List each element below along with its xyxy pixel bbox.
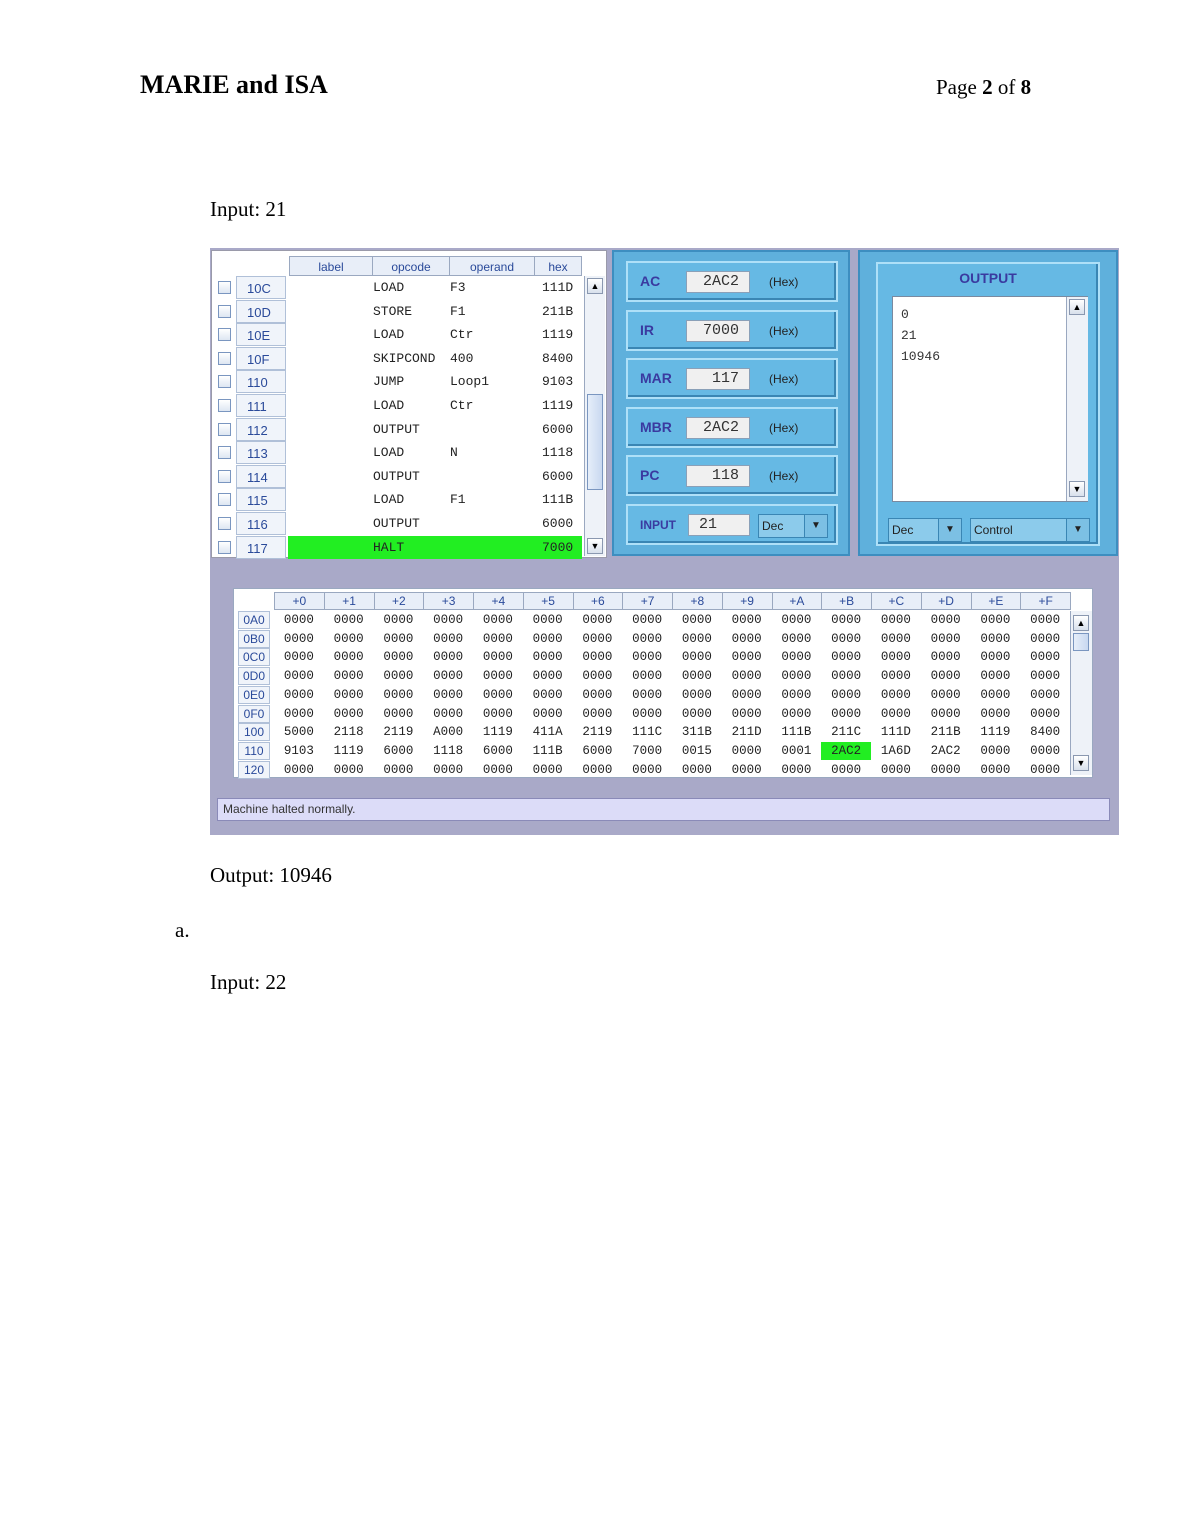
memory-cell[interactable]: 0000: [681, 706, 712, 721]
memory-cell[interactable]: 0000: [880, 613, 911, 627]
memory-col-header: +7: [622, 592, 673, 610]
program-row-opcode: LOAD: [373, 398, 405, 413]
memory-row-address: 0B0: [238, 630, 270, 648]
program-row-address: 110: [236, 370, 286, 393]
memory-col-header: +8: [672, 592, 723, 610]
program-row-operand: Ctr: [450, 398, 474, 413]
memory-cell[interactable]: 0000: [482, 631, 513, 646]
memory-cell[interactable]: 6000: [582, 743, 613, 758]
memory-cell[interactable]: 0000: [482, 669, 513, 684]
memory-cell[interactable]: 0000: [333, 631, 364, 646]
program-row-address: 117: [236, 536, 286, 559]
memory-cell[interactable]: 0000: [681, 762, 712, 777]
memory-cell[interactable]: 0000: [980, 687, 1011, 702]
register-ir: IR 7000 (Hex): [626, 310, 838, 351]
program-row-hex: 6000: [542, 516, 574, 531]
program-row[interactable]: [212, 418, 582, 442]
memory-cell[interactable]: 111B: [781, 725, 812, 740]
memory-cell[interactable]: 0000: [980, 762, 1011, 777]
memory-cell[interactable]: 0000: [333, 613, 364, 627]
memory-row-address: 110: [238, 742, 270, 760]
register-input: INPUT 21 Dec ▼: [626, 504, 838, 545]
memory-cell[interactable]: 0000: [731, 687, 762, 702]
memory-cell[interactable]: 0000: [283, 613, 314, 627]
memory-cell[interactable]: 5000: [283, 725, 314, 740]
memory-cell[interactable]: 0000: [283, 631, 314, 646]
program-row-operand: Ctr: [450, 327, 474, 343]
memory-cell[interactable]: 0000: [781, 687, 812, 702]
register-mar-value: 117: [686, 368, 750, 390]
output-line: 0: [901, 307, 909, 322]
memory-cell[interactable]: 0000: [980, 669, 1011, 684]
memory-cell[interactable]: 0000: [482, 650, 513, 665]
memory-cell[interactable]: 0000: [283, 669, 314, 684]
col-header-opcode: opcode: [372, 256, 450, 276]
document-title: MARIE and ISA: [140, 70, 328, 99]
program-row-hex: 6000: [542, 421, 574, 437]
memory-cell[interactable]: 0000: [880, 669, 911, 684]
program-row-operand: 400: [450, 350, 474, 366]
memory-cell[interactable]: 2118: [333, 725, 364, 740]
chevron-down-icon: ▼: [1066, 519, 1089, 541]
memory-cell[interactable]: 0000: [681, 631, 712, 646]
memory-cell[interactable]: 1118: [433, 743, 464, 758]
memory-cell[interactable]: 0000: [831, 687, 862, 702]
memory-cell[interactable]: 0000: [283, 687, 314, 702]
memory-cell[interactable]: 8400: [1030, 725, 1061, 740]
memory-col-header: +0: [274, 592, 325, 610]
memory-cell[interactable]: 0015: [681, 743, 712, 758]
memory-col-header: +6: [573, 592, 624, 610]
program-row-hex: 1118: [542, 445, 574, 461]
registers-panel: [612, 250, 850, 556]
memory-cell[interactable]: 0000: [482, 706, 513, 721]
memory-cell[interactable]: 0000: [1030, 706, 1061, 721]
scroll-down-icon[interactable]: ▼: [587, 538, 603, 554]
memory-cell[interactable]: 0000: [383, 613, 414, 627]
memory-cell[interactable]: 0000: [632, 631, 663, 646]
program-row-opcode: SKIPCOND: [373, 350, 436, 366]
memory-cell[interactable]: 0000: [930, 650, 961, 665]
memory-cell[interactable]: 0000: [1030, 743, 1061, 758]
breakpoint-checkbox[interactable]: [218, 375, 231, 388]
memory-cell[interactable]: 0000: [980, 631, 1011, 646]
memory-cell[interactable]: 0000: [283, 706, 314, 721]
program-row-hex: 6000: [542, 468, 574, 484]
program-row[interactable]: [212, 276, 582, 300]
memory-cell[interactable]: 0000: [1030, 762, 1061, 777]
memory-col-header: +2: [374, 592, 425, 610]
memory-cell[interactable]: A000: [433, 725, 464, 740]
memory-cell[interactable]: 0000: [731, 613, 762, 627]
output-control-select[interactable]: Control ▼: [970, 518, 1090, 542]
memory-cell[interactable]: 0000: [731, 631, 762, 646]
memory-row-address: 100: [238, 723, 270, 741]
memory-cell[interactable]: 0000: [532, 706, 563, 721]
breakpoint-checkbox[interactable]: [218, 352, 231, 365]
program-row-hex: 7000: [542, 539, 574, 555]
memory-cell[interactable]: 0000: [433, 631, 464, 646]
memory-cell[interactable]: 0000: [880, 687, 911, 702]
memory-cell[interactable]: 0000: [880, 706, 911, 721]
breakpoint-checkbox[interactable]: [218, 399, 231, 412]
memory-cell[interactable]: 0000: [532, 650, 563, 665]
memory-cell[interactable]: 0000: [781, 613, 812, 627]
status-bar: Machine halted normally.: [217, 798, 1110, 821]
program-row-address: 115: [236, 488, 286, 511]
memory-cell[interactable]: 0000: [582, 669, 613, 684]
memory-cell[interactable]: 411A: [532, 725, 563, 740]
memory-cell[interactable]: 0000: [831, 631, 862, 646]
memory-cell[interactable]: 0000: [632, 687, 663, 702]
memory-cell[interactable]: 0000: [632, 762, 663, 777]
memory-cell[interactable]: 0000: [781, 631, 812, 646]
output-text-area[interactable]: [892, 296, 1088, 502]
memory-cell[interactable]: 0000: [582, 631, 613, 646]
input-label-2: Input: 22: [210, 970, 287, 994]
memory-cell[interactable]: 0000: [433, 669, 464, 684]
memory-row-address: 0A0: [238, 611, 270, 629]
program-row-opcode: LOAD: [373, 445, 405, 461]
memory-cell[interactable]: 111D: [880, 725, 911, 740]
memory-cell[interactable]: 0000: [532, 687, 563, 702]
memory-cell[interactable]: 0000: [482, 762, 513, 777]
program-row-operand: F1: [450, 492, 466, 508]
memory-cell[interactable]: 2119: [383, 725, 414, 740]
memory-col-header: +B: [821, 592, 872, 610]
program-row-opcode: OUTPUT: [373, 516, 420, 531]
memory-col-header: +3: [423, 592, 474, 610]
memory-cell[interactable]: 0000: [632, 650, 663, 665]
output-panel: [858, 250, 1118, 556]
memory-cell[interactable]: 1119: [980, 725, 1011, 740]
program-row-address: 111: [236, 394, 286, 417]
program-row-opcode: OUTPUT: [373, 421, 420, 437]
input-field[interactable]: 21: [688, 514, 750, 536]
memory-cell[interactable]: 0000: [582, 613, 613, 627]
scroll-down-icon[interactable]: ▼: [1069, 481, 1085, 497]
memory-cell[interactable]: 0000: [283, 762, 314, 777]
memory-cell[interactable]: 6000: [482, 743, 513, 758]
program-row-hex: 111B: [542, 492, 574, 508]
scroll-thumb[interactable]: [587, 394, 603, 490]
output-scrollbar[interactable]: [1066, 297, 1088, 501]
breakpoint-checkbox[interactable]: [218, 446, 231, 459]
breakpoint-checkbox[interactable]: [218, 517, 231, 530]
memory-cell[interactable]: 0000: [383, 631, 414, 646]
memory-cell[interactable]: 0001: [781, 743, 812, 758]
memory-row-address: 0E0: [238, 686, 270, 704]
memory-cell[interactable]: 0000: [383, 650, 414, 665]
register-pc: PC 118 (Hex): [626, 455, 838, 496]
program-listing: [211, 250, 607, 558]
memory-col-header: +1: [324, 592, 375, 610]
col-header-label: label: [289, 256, 373, 276]
memory-cell[interactable]: 2AC2: [930, 743, 961, 758]
memory-cell[interactable]: 0000: [383, 762, 414, 777]
memory-cell[interactable]: 2119: [582, 725, 613, 740]
memory-cell[interactable]: 0000: [333, 762, 364, 777]
memory-col-header: +A: [772, 592, 823, 610]
program-row[interactable]: [212, 347, 582, 371]
memory-cell[interactable]: 0000: [1030, 631, 1061, 646]
program-row-hex: 9103: [542, 374, 574, 390]
scroll-up-icon[interactable]: ▲: [1073, 615, 1089, 631]
memory-cell[interactable]: 0000: [333, 687, 364, 702]
program-row[interactable]: [212, 536, 582, 560]
program-row-address: 10C: [236, 276, 286, 299]
scroll-up-icon[interactable]: ▲: [1069, 299, 1085, 315]
memory-cell[interactable]: 0000: [781, 706, 812, 721]
memory-cell[interactable]: 0000: [383, 687, 414, 702]
memory-cell[interactable]: 0000: [731, 762, 762, 777]
memory-cell[interactable]: 9103: [283, 743, 314, 758]
memory-cell[interactable]: 0000: [433, 706, 464, 721]
page-number: Page 2 of 8: [936, 75, 1032, 99]
memory-cell[interactable]: 0000: [980, 613, 1011, 627]
breakpoint-checkbox[interactable]: [218, 470, 231, 483]
memory-cell[interactable]: 0000: [1030, 650, 1061, 665]
memory-cell[interactable]: 0000: [930, 687, 961, 702]
breakpoint-checkbox[interactable]: [218, 423, 231, 436]
memory-cell[interactable]: 0000: [980, 743, 1011, 758]
memory-cell[interactable]: 0000: [681, 650, 712, 665]
memory-cell[interactable]: 0000: [632, 669, 663, 684]
memory-cell[interactable]: 7000: [632, 743, 663, 758]
program-row-address: 10F: [236, 347, 286, 370]
program-row-operand: N: [450, 445, 458, 461]
breakpoint-checkbox[interactable]: [218, 493, 231, 506]
memory-col-header: +9: [722, 592, 773, 610]
memory-cell[interactable]: 0000: [433, 613, 464, 627]
memory-cell[interactable]: 0000: [831, 669, 862, 684]
memory-col-header: +D: [921, 592, 972, 610]
memory-cell[interactable]: 0000: [681, 669, 712, 684]
memory-col-header: +4: [473, 592, 524, 610]
memory-cell[interactable]: 0000: [781, 669, 812, 684]
memory-cell[interactable]: 0000: [1030, 613, 1061, 627]
memory-cell[interactable]: 0000: [1030, 669, 1061, 684]
program-row-hex: 1119: [542, 398, 574, 413]
program-row[interactable]: [212, 488, 582, 512]
register-mbr-value: 2AC2: [686, 417, 750, 439]
memory-cell[interactable]: 0000: [781, 762, 812, 777]
memory-cell[interactable]: 0000: [333, 669, 364, 684]
memory-cell[interactable]: 0000: [831, 762, 862, 777]
program-row[interactable]: [212, 465, 582, 489]
breakpoint-checkbox[interactable]: [218, 281, 231, 294]
memory-cell[interactable]: 0000: [383, 706, 414, 721]
program-row[interactable]: [212, 512, 582, 536]
program-row-address: 10E: [236, 323, 286, 346]
program-row-hex: 211B: [542, 303, 574, 319]
memory-row-address: 120: [238, 761, 270, 779]
chevron-down-icon: ▼: [804, 515, 827, 537]
memory-cell[interactable]: 0000: [980, 706, 1011, 721]
program-row-opcode: HALT: [373, 539, 405, 555]
memory-cell[interactable]: 0000: [880, 650, 911, 665]
program-row[interactable]: [212, 300, 582, 324]
program-row-operand: Loop1: [450, 374, 490, 390]
input-label-1: Input: 21: [210, 197, 287, 221]
program-row-opcode: LOAD: [373, 327, 405, 343]
program-scrollbar[interactable]: [584, 276, 605, 556]
program-row-operand: F1: [450, 303, 466, 319]
memory-cell[interactable]: 0000: [731, 743, 762, 758]
chevron-down-icon: ▼: [938, 519, 961, 541]
memory-row-address: 0F0: [238, 705, 270, 723]
list-item-a: a.: [175, 918, 190, 942]
program-row-hex: 1119: [542, 327, 574, 343]
memory-dump-table: [233, 588, 1093, 778]
memory-col-header: +F: [1020, 592, 1071, 610]
program-row-opcode: OUTPUT: [373, 468, 420, 484]
memory-cell[interactable]: 0000: [383, 669, 414, 684]
memory-cell[interactable]: 0000: [831, 613, 862, 627]
output-label-1: Output: 10946: [210, 863, 332, 887]
register-ac-value: 2AC2: [686, 271, 750, 293]
program-row[interactable]: [212, 441, 582, 465]
memory-cell[interactable]: 0000: [731, 706, 762, 721]
memory-cell[interactable]: 111C: [632, 725, 663, 740]
program-row[interactable]: [212, 394, 582, 418]
memory-cell[interactable]: 0000: [433, 687, 464, 702]
memory-cell[interactable]: 311B: [681, 725, 712, 740]
program-row-address: 114: [236, 465, 286, 488]
memory-cell[interactable]: 0000: [930, 762, 961, 777]
memory-cell[interactable]: 0000: [532, 669, 563, 684]
memory-cell[interactable]: 0000: [681, 687, 712, 702]
memory-cell[interactable]: 211B: [930, 725, 961, 740]
memory-cell[interactable]: 0000: [880, 762, 911, 777]
output-line: 10946: [901, 349, 941, 364]
memory-cell[interactable]: 0000: [930, 613, 961, 627]
memory-cell[interactable]: 0000: [532, 762, 563, 777]
memory-col-header: +5: [523, 592, 574, 610]
memory-cell[interactable]: 0000: [831, 706, 862, 721]
program-row-address: 116: [236, 512, 286, 535]
register-mbr: MBR 2AC2 (Hex): [626, 407, 838, 448]
memory-cell[interactable]: 211D: [731, 725, 762, 740]
memory-cell[interactable]: 0000: [433, 650, 464, 665]
memory-cell[interactable]: 1A6D: [880, 743, 911, 758]
program-row-opcode: JUMP: [373, 374, 405, 390]
output-mode-select[interactable]: Dec ▼: [888, 518, 962, 542]
memory-cell[interactable]: 0000: [1030, 687, 1061, 702]
memory-cell[interactable]: 0000: [333, 706, 364, 721]
memory-row-address: 0D0: [238, 667, 270, 685]
program-row-opcode: LOAD: [373, 492, 405, 508]
input-mode-select[interactable]: Dec ▼: [758, 514, 828, 538]
scroll-up-icon[interactable]: ▲: [587, 278, 603, 294]
memory-cell[interactable]: 0000: [532, 631, 563, 646]
memory-cell[interactable]: 0000: [980, 650, 1011, 665]
program-row-address: 10D: [236, 300, 286, 323]
memory-cell[interactable]: 0000: [532, 613, 563, 627]
memory-cell[interactable]: 0000: [433, 762, 464, 777]
breakpoint-checkbox[interactable]: [218, 305, 231, 318]
program-row[interactable]: [212, 323, 582, 347]
memory-cell[interactable]: 0000: [283, 650, 314, 665]
col-header-hex: hex: [534, 256, 582, 276]
register-ac: AC 2AC2 (Hex): [626, 261, 838, 302]
program-row-opcode: LOAD: [373, 280, 405, 295]
program-row-hex: 111D: [542, 280, 574, 295]
memory-cell[interactable]: 0000: [582, 687, 613, 702]
memory-cell[interactable]: 0000: [582, 762, 613, 777]
program-row-opcode: STORE: [373, 303, 413, 319]
output-line: 21: [901, 328, 917, 343]
register-pc-value: 118: [686, 465, 750, 487]
col-header-operand: operand: [449, 256, 535, 276]
memory-cell[interactable]: 0000: [681, 613, 712, 627]
memory-cell[interactable]: 1119: [482, 725, 513, 740]
register-ir-value: 7000: [686, 320, 750, 342]
memory-cell[interactable]: 0000: [930, 706, 961, 721]
memory-cell[interactable]: 0000: [333, 650, 364, 665]
scroll-thumb[interactable]: [1073, 633, 1089, 651]
breakpoint-checkbox[interactable]: [218, 328, 231, 341]
memory-cell[interactable]: 0000: [582, 706, 613, 721]
breakpoint-checkbox[interactable]: [218, 541, 231, 554]
memory-cell[interactable]: 1119: [333, 743, 364, 758]
memory-scrollbar[interactable]: [1070, 611, 1092, 775]
memory-cell[interactable]: 0000: [880, 631, 911, 646]
memory-row-address: 0C0: [238, 648, 270, 666]
memory-cell[interactable]: 0000: [731, 669, 762, 684]
current-instruction-highlight: [288, 536, 582, 559]
marie-simulator-screenshot: [210, 248, 1119, 835]
memory-cell[interactable]: 2AC2: [821, 742, 871, 761]
memory-col-header: +C: [871, 592, 922, 610]
register-mar: MAR 117 (Hex): [626, 358, 838, 399]
memory-cell[interactable]: 0000: [632, 706, 663, 721]
memory-col-header: +E: [971, 592, 1022, 610]
memory-cell[interactable]: 0000: [930, 631, 961, 646]
memory-cell[interactable]: 0000: [930, 669, 961, 684]
program-row-hex: 8400: [542, 350, 574, 366]
program-row-operand: F3: [450, 280, 466, 295]
scroll-down-icon[interactable]: ▼: [1073, 755, 1089, 771]
memory-cell[interactable]: 0000: [482, 687, 513, 702]
memory-cell[interactable]: 0000: [831, 650, 862, 665]
output-title: OUTPUT: [959, 270, 1017, 286]
memory-cell[interactable]: 0000: [482, 613, 513, 627]
memory-cell[interactable]: 211C: [831, 725, 862, 740]
memory-cell[interactable]: 111B: [532, 743, 563, 758]
memory-cell[interactable]: 0000: [582, 650, 613, 665]
memory-cell[interactable]: 0000: [731, 650, 762, 665]
program-row-address: 113: [236, 441, 286, 464]
memory-cell[interactable]: 6000: [383, 743, 414, 758]
program-row[interactable]: [212, 370, 582, 394]
program-row-address: 112: [236, 418, 286, 441]
memory-cell[interactable]: 0000: [632, 613, 663, 627]
memory-cell[interactable]: 0000: [781, 650, 812, 665]
